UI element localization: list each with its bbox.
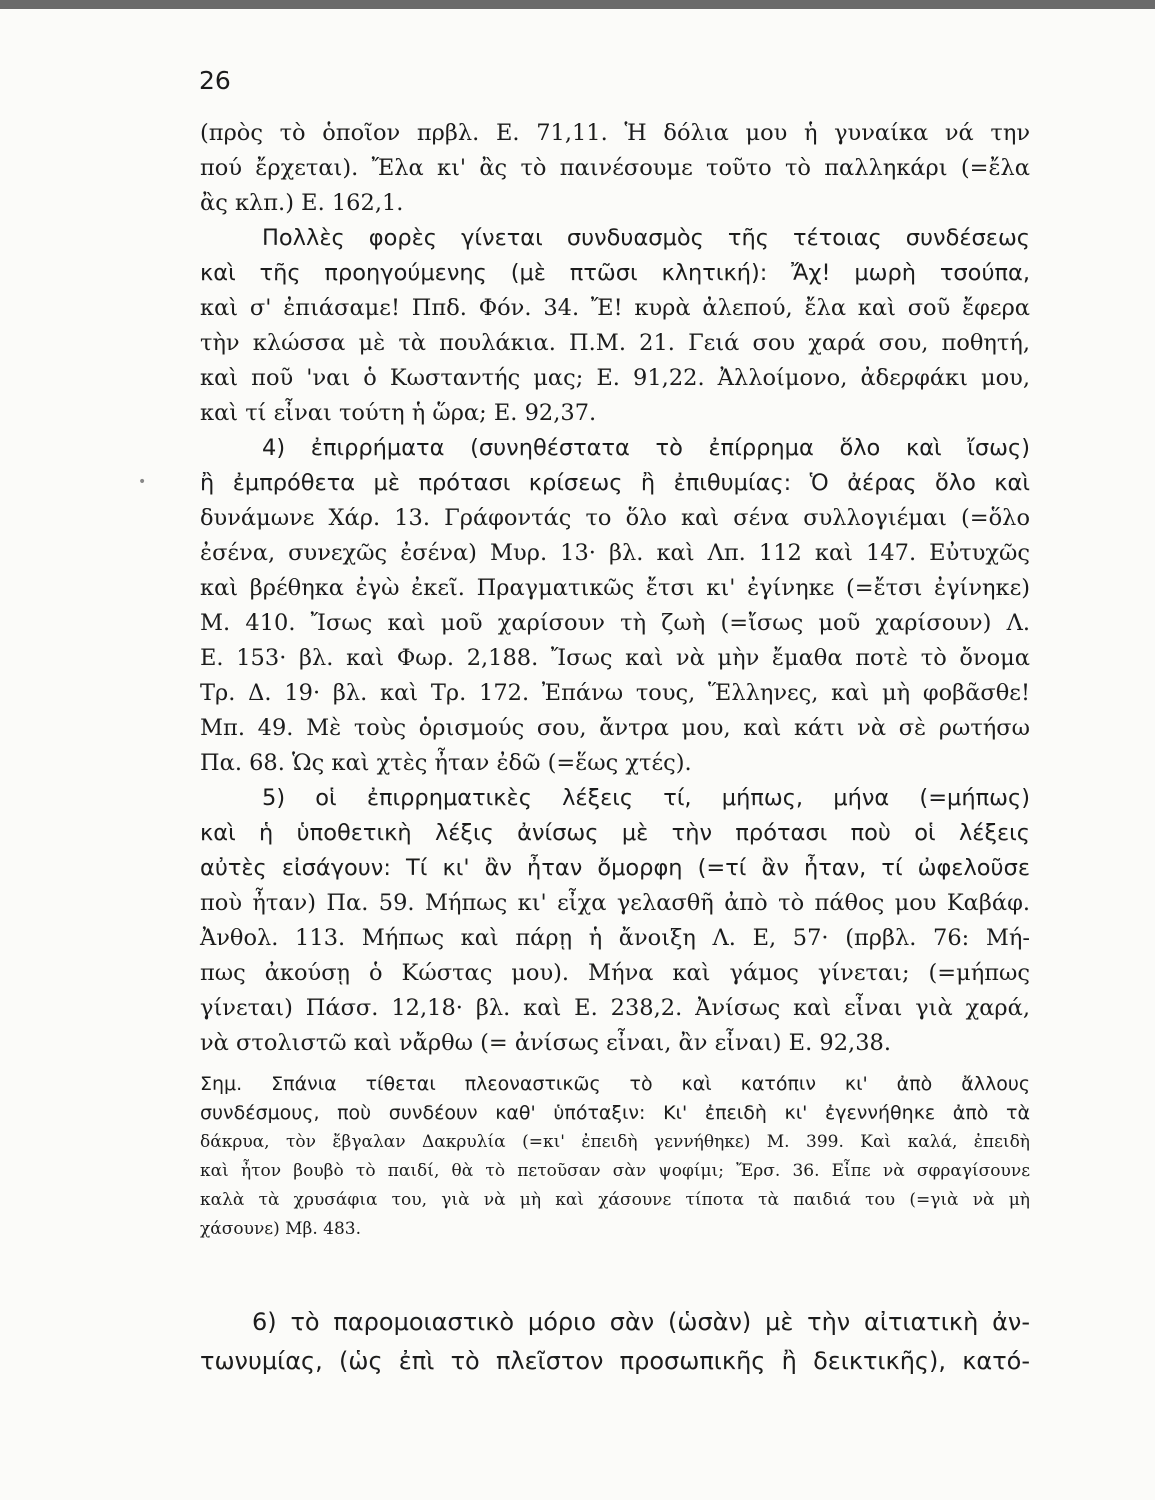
- text-line: πού ἔρχεται). Ἔλα κι' ἂς τὸ παινέσουμε τοῦτο τὸ παλληκάρι (=ἔλα: [200, 155, 1030, 181]
- note-line: καλὰ τὰ χρυσάφια του, γιὰ νὰ μὴ καὶ χάσουνε τίποτα τὰ παιδιά του (=γιὰ νὰ μὴ: [200, 1190, 1030, 1210]
- margin-mark: •: [138, 474, 147, 490]
- page-number: 26: [199, 66, 231, 95]
- text-line: αὐτὲς εἰσάγουν: Τί κι' ἂν ἦταν ὄμορφη (=τί ἂν ἦταν, τί ὠφελοῦσε: [200, 855, 1030, 881]
- text-line: Τρ. Δ. 19· βλ. καὶ Τρ. 172. Ἐπάνω τους, Ἕλληνες, καὶ μὴ φοβᾶσθε!: [200, 680, 1030, 706]
- text-line: νὰ στολιστῶ καὶ νἄρθω (= ἀνίσως εἶναι, ἂν εἶναι) Ε. 92,38.: [200, 1030, 891, 1056]
- text-line: καὶ τί εἶναι τούτη ἡ ὥρα; Ε. 92,37.: [200, 400, 597, 426]
- text-line: τὴν κλώσσα μὲ τὰ πουλάκια. Π.Μ. 21. Γειά σου χαρά σου, ποθητή,: [200, 330, 1030, 356]
- scan-top-edge: [0, 0, 1155, 9]
- text-line: ἢ ἐμπρόθετα μὲ πρότασι κρίσεως ἢ ἐπιθυμίας: Ὁ ἀέρας ὅλο καὶ: [200, 470, 1030, 496]
- text-line: Πα. 68. Ὡς καὶ χτὲς ἦταν ἐδῶ (=ἕως χτές).: [200, 750, 692, 776]
- text-line: ἂς κλπ.) Ε. 162,1.: [200, 190, 404, 216]
- note-line: δάκρυα, τὸν ἔβγαλαν Δακρυλία (=κι' ἐπειδὴ γεννήθηκε) Μ. 399. Καὶ καλά, ἐπειδὴ: [200, 1132, 1030, 1152]
- section-6-line: 6) τὸ παρομοιαστικὸ μόριο σὰν (ὡσὰν) μὲ τὴν αἰτιατικὴ ἀν-: [252, 1308, 1030, 1336]
- text-line: δυνάμωνε Χάρ. 13. Γράφοντάς το ὅλο καὶ σένα συλλογιέμαι (=ὅλο: [200, 505, 1030, 531]
- note-line: καὶ ἦτον βουβὸ τὸ παιδί, θὰ τὸ πετοῦσαν σὰν ψοφίμι; Ἔρσ. 36. Εἶπε νὰ σφραγίσουνε: [200, 1161, 1030, 1181]
- text-line: Μπ. 49. Μὲ τοὺς ὁρισμούς σου, ἄντρα μου, καὶ κάτι νὰ σὲ ρωτήσω: [200, 715, 1030, 741]
- note-line: χάσουνε) Μβ. 483.: [200, 1219, 362, 1239]
- note-block: [200, 1070, 1030, 1244]
- text-line: πως ἀκούσῃ ὁ Κώστας μου). Μήνα καὶ γάμος γίνεται; (=μήπως: [200, 960, 1030, 986]
- text-line: ποὺ ἦταν) Πα. 59. Μήπως κι' εἶχα γελασθῆ ἀπὸ τὸ πάθος μου Καβάφ.: [200, 890, 1030, 916]
- text-line: Ἀνθολ. 113. Μήπως καὶ πάρῃ ἡ ἄνοιξη Λ. Ε, 57· (πρβλ. 76: Μή-: [200, 925, 1030, 951]
- note-line: συνδέσμους, ποὺ συνδέουν καθ' ὑπόταξιν: Κι' ἐπειδὴ κι' ἐγεννήθηκε ἀπὸ τὰ: [200, 1102, 1030, 1124]
- note-line: Σημ. Σπάνια τίθεται πλεοναστικῶς τὸ καὶ κατόπιν κι' ἀπὸ ἄλλους: [200, 1073, 1030, 1095]
- text-line: Ε. 153· βλ. καὶ Φωρ. 2,188. Ἴσως καὶ νὰ μὴν ἔμαθα ποτὲ τὸ ὄνομα: [200, 645, 1030, 671]
- section-6-block: [200, 1303, 1030, 1381]
- text-line: (πρὸς τὸ ὁποῖον πρβλ. Ε. 71,11. Ἡ δόλια μου ἡ γυναίκα νά την: [200, 120, 1030, 146]
- text-line: καὶ ἡ ὑποθετικὴ λέξις ἀνίσως μὲ τὴν πρότασι ποὺ οἱ λέξεις: [200, 820, 1030, 846]
- text-line: Πολλὲς φορὲς γίνεται συνδυασμὸς τῆς τέτοιας συνδέσεως: [262, 225, 1030, 251]
- text-line: καὶ ποῦ 'ναι ὁ Κωσταντής μας; Ε. 91,22. Ἀλλοίμονο, ἀδερφάκι μου,: [200, 365, 1030, 391]
- text-line: 5) οἱ ἐπιρρηματικὲς λέξεις τί, μήπως, μήνα (=μήπως): [262, 785, 1030, 811]
- text-line: Μ. 410. Ἴσως καὶ μοῦ χαρίσουν τὴ ζωὴ (=ἴσως μοῦ χαρίσουν) Λ.: [200, 610, 1030, 636]
- section-6-line: τωνυμίας, (ὡς ἐπὶ τὸ πλεῖστον προσωπικῆς ἢ δεικτικῆς), κατό-: [200, 1347, 1030, 1375]
- text-line: καὶ σ' ἐπιάσαμε! Ππδ. Φόν. 34. Ἔ! κυρὰ ἀλεπού, ἔλα καὶ σοῦ ἔφερα: [200, 295, 1030, 321]
- main-text-block: [200, 116, 1030, 1061]
- text-line: γίνεται) Πάσσ. 12,18· βλ. καὶ Ε. 238,2. Ἀνίσως καὶ εἶναι γιὰ χαρά,: [200, 995, 1030, 1021]
- text-line: καὶ βρέθηκα ἐγὼ ἐκεῖ. Πραγματικῶς ἔτσι κι' ἐγίνηκε (=ἔτσι ἐγίνηκε): [200, 575, 1030, 601]
- text-line: 4) ἐπιρρήματα (συνηθέστατα τὸ ἐπίρρημα ὅλο καὶ ἴσως): [262, 435, 1030, 461]
- text-line: ἐσένα, συνεχῶς ἐσένα) Μυρ. 13· βλ. καὶ Λπ. 112 καὶ 147. Εὐτυχῶς: [200, 540, 1030, 566]
- text-line: καὶ τῆς προηγούμενης (μὲ πτῶσι κλητική): Ἄχ! μωρὴ τσούπα,: [200, 260, 1030, 286]
